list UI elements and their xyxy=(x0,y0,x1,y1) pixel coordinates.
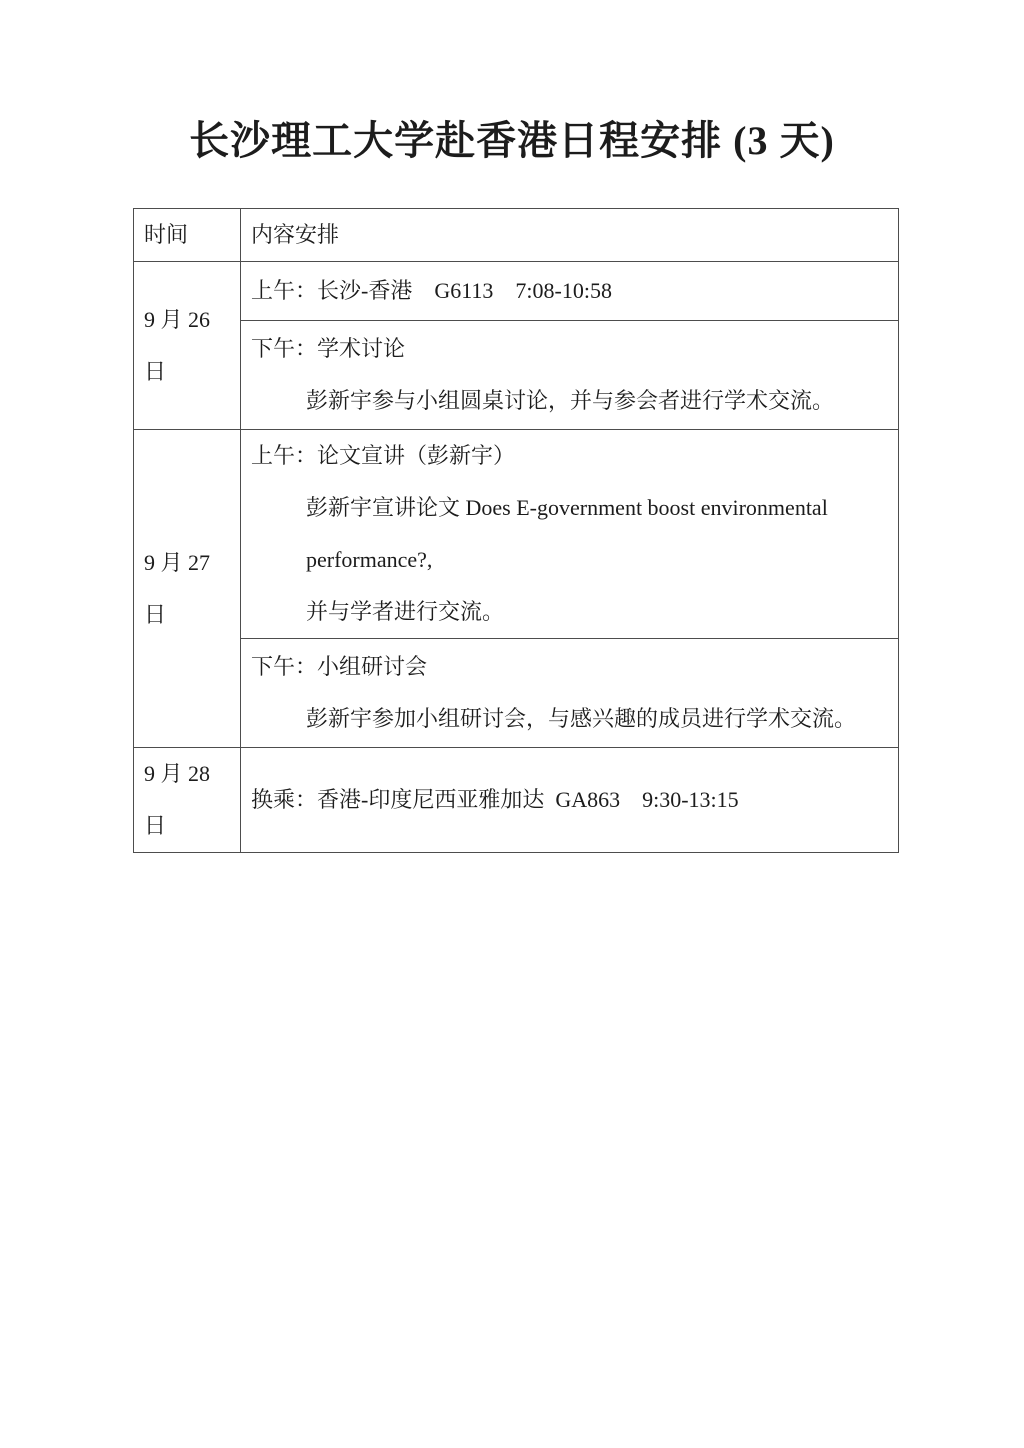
table-row xyxy=(134,430,899,639)
content-cell-sep27-afternoon xyxy=(241,639,899,748)
schedule-line: 彭新宇参加小组研讨会，与感兴趣的成员进行学术交流。 xyxy=(306,706,857,731)
column-header-content: 内容安排 xyxy=(241,209,899,262)
table-row xyxy=(134,321,899,430)
date-cell-sep27: 9 月 27 日 xyxy=(134,430,241,748)
date-cell-sep26: 9 月 26 日 xyxy=(134,262,241,430)
content-cell-sep26-morning xyxy=(241,262,899,321)
schedule-line: 换乘：香港-印度尼西亚雅加达 GA863 9:30-13:15 xyxy=(251,787,739,812)
column-header-time: 时间 xyxy=(134,209,241,262)
schedule-line: 彭新宇参与小组圆桌讨论，并与参会者进行学术交流。 xyxy=(306,388,835,413)
schedule-line: 下午：学术讨论 xyxy=(251,336,406,361)
table-row xyxy=(134,639,899,748)
schedule-line: 并与学者进行交流。 xyxy=(306,599,505,624)
table-row xyxy=(134,262,899,321)
schedule-line: 下午：小组研讨会 xyxy=(251,654,428,679)
schedule-table xyxy=(133,208,899,853)
schedule-line: 彭新宇宣讲论文 Does E-government boost environmental performance?, xyxy=(306,495,834,572)
page-title: 长沙理工大学赴香港日程安排 (3 天) xyxy=(189,118,835,163)
content-cell-sep27-morning xyxy=(241,430,899,639)
schedule-line: 上午：长沙-香港 G6113 7:08-10:58 xyxy=(251,278,612,303)
schedule-line: 上午：论文宣讲（彭新宇） xyxy=(251,443,516,468)
content-cell-sep26-afternoon xyxy=(241,321,899,430)
table-header-row xyxy=(134,209,899,262)
content-cell-sep28-transfer xyxy=(241,748,899,853)
date-cell-sep28: 9 月 28 日 xyxy=(134,748,241,853)
table-row xyxy=(134,748,899,853)
